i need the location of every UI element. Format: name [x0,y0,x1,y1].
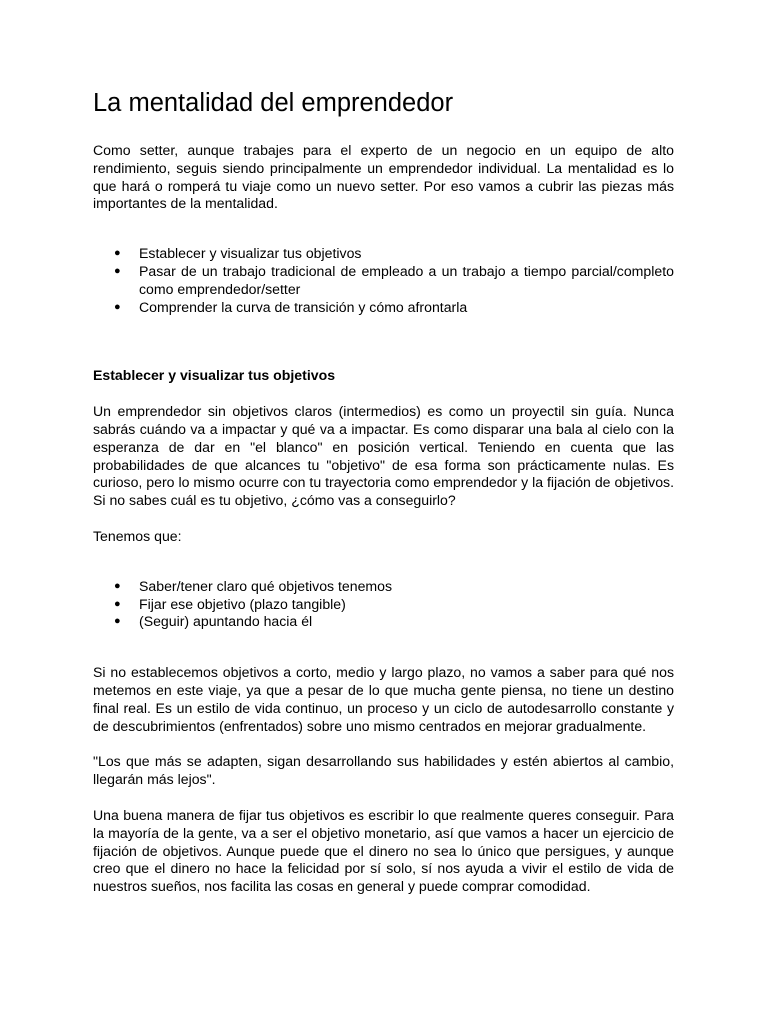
bullet-icon: ● [114,300,121,313]
list-item: ● Fijar ese objetivo (plazo tangible) [114,595,346,612]
quote-paragraph: "Los que más se adapten, sigan desarrollando sus habilidades y estén abiertos al cambio, llegarán más lejos". [93,753,674,788]
list-item: ● Establecer y visualizar tus objetivos [114,245,362,262]
body-paragraph: Si no establecemos objetivos a corto, medio y largo plazo, no vamos a saber para qué nos metemos en este viaje, ya que a pesar de lo que mucha gente piensa, no tiene un destino final real. Es un estilo de vida continuo, un proceso y un ciclo de autodesarrollo constante y de descubrimientos (enfrentados) sobre uno mismo centrados en mejorar gradualmente. [93,664,674,734]
bullet-icon: ● [114,579,121,592]
section-heading: Establecer y visualizar tus objetivos [93,367,336,384]
bullet-icon: ● [114,597,121,610]
list-item: ● (Seguir) apuntando hacia él [114,613,313,630]
bullet-icon: ● [114,247,121,260]
body-paragraph: Una buena manera de fijar tus objetivos es escribir lo que realmente queres conseguir. Para la mayoría de la gente, va a ser el objetivo monetario, así que vamos a hacer un ejercicio de fijación de objetivos. Aunque puede que el dinero no sea lo único que persigues, y aunque creo que el dinero no hace la felicidad por sí solo, sí nos ayuda a vivir el estilo de vida de nuestros sueños, nos facilita las cosas en general y puede comprar comodidad. [93,806,674,895]
goals-list [93,578,674,631]
list-item: ● Saber/tener claro qué objetivos tenemos [114,577,393,594]
intro-paragraph: Como setter, aunque trabajes para el experto de un negocio en un equipo de alto rendimiento, seguis siendo principalmente un emprendedor individual. La mentalidad es lo que hará o romperá tu viaje como un nuevo setter. Por eso vamos a cubrir las piezas más importantes de la mentalidad. [93,142,674,212]
bullet-icon: ● [114,264,121,277]
document-title: La mentalidad del emprendedor [93,89,454,117]
bullet-icon: ● [114,615,121,628]
list-item: ● Pasar de un trabajo tradicional de empleado a un trabajo a tiempo parcial/completo como emprendedor/setter [114,262,674,297]
topics-list [93,245,674,316]
list-item: ● Comprender la curva de transición y cómo afrontarla [114,298,468,315]
lead-text: Tenemos que: [93,527,182,544]
body-paragraph: Un emprendedor sin objetivos claros (intermedios) es como un proyectil sin guía. Nunca sabrás cuándo va a impactar y qué va a impactar. Es como disparar una bala al cielo con la esperanza de dar en "el blanco" en posición vertical. Teniendo en cuenta que las probabilidades de que alcances tu "objetivo" de esa forma son prácticamente nulas. Es curioso, pero lo mismo ocurre con tu trayectoria como emprendedor y la fijación de objetivos. Si no sabes cuál es tu objetivo, ¿cómo vas a conseguirlo? [93,403,674,509]
